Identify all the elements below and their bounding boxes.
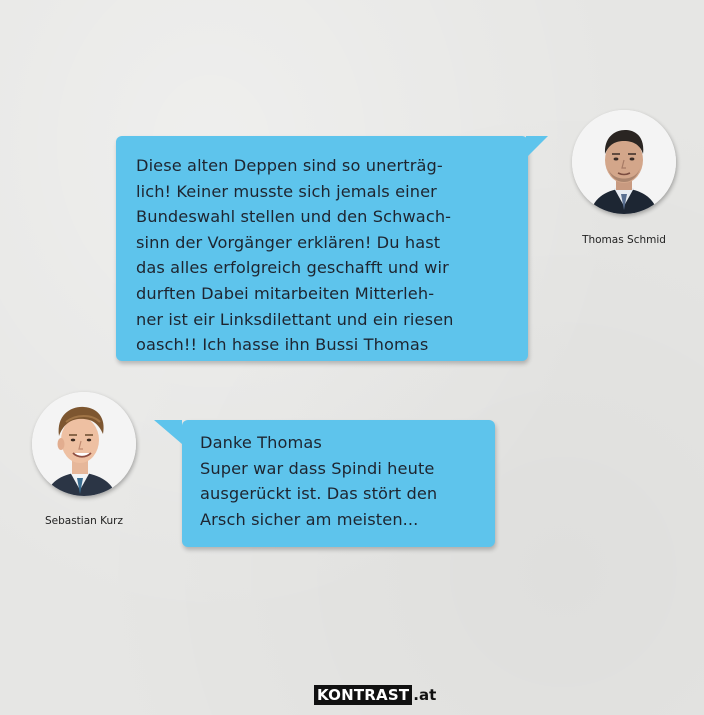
- sender-name-sebastian: Sebastian Kurz: [44, 515, 123, 527]
- bubble-tail: [526, 136, 548, 158]
- message-text: Danke Thomas Super war dass Spindi heute ausgerückt ist. Das stört den Arsch sicher am meisten...: [200, 433, 438, 529]
- bubble-tail: [154, 420, 182, 444]
- kontrast-logo: [314, 685, 436, 705]
- avatar-sebastian-kurz: [32, 392, 136, 496]
- person-portrait-icon: [32, 392, 136, 496]
- message-bubble-thomas: [116, 136, 528, 361]
- message-bubble-sebastian: [182, 420, 495, 547]
- avatar-thomas-schmid: [572, 110, 676, 214]
- logo-suffix: .at: [413, 686, 437, 704]
- message-text: Diese alten Deppen sind so unerträg- lich! Keiner musste sich jemals einer Bundeswahl stellen und den Schwach- sinn der Vorgänger erklären! Du hast das alles erfolgreich geschafft und wir durften Dabei mitarbeiten Mitterleh- ner ist eir Linksdilettant und ein riesen oasch!! Ich hasse ihn Bussi Thomas: [136, 156, 454, 355]
- logo-brand: KONTRAST: [314, 685, 412, 705]
- person-portrait-icon: [572, 110, 676, 214]
- sender-name-thomas: Thomas Schmid: [582, 234, 666, 246]
